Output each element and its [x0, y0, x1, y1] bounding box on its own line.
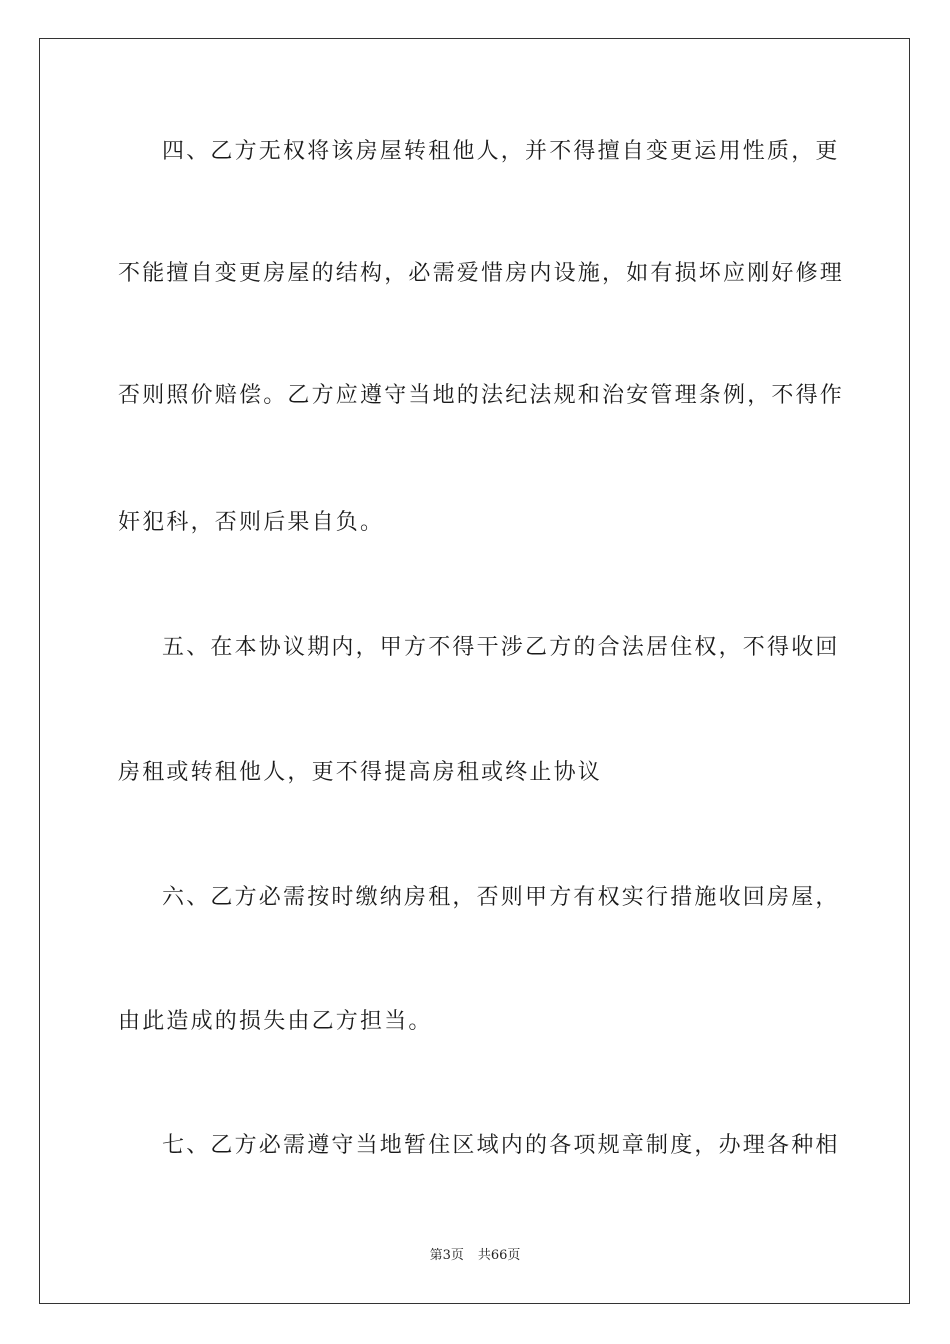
page-border — [39, 38, 910, 1304]
page-footer — [0, 1247, 950, 1265]
paragraph-line: 四、乙方无权将该房屋转租他人，并不得擅自变更运用性质，更 — [162, 139, 840, 164]
paragraph-line: 否则照价赔偿。乙方应遵守当地的法纪法规和治安管理条例，不得作 — [118, 383, 845, 408]
paragraph-line: 由此造成的损失由乙方担当。 — [118, 1009, 433, 1034]
paragraph-line: 六、乙方必需按时缴纳房租，否则甲方有权实行措施收回房屋， — [162, 885, 840, 910]
page-number: 第3页 — [429, 1248, 464, 1263]
paragraph-line: 不能擅自变更房屋的结构，必需爱惜房内设施，如有损坏应刚好修理 — [118, 261, 845, 286]
paragraph-line: 奸犯科，否则后果自负。 — [118, 510, 385, 535]
page-total: 共66页 — [477, 1248, 521, 1263]
paragraph-line: 五、在本协议期内，甲方不得干涉乙方的合法居住权，不得收回 — [162, 635, 840, 660]
paragraph-line: 房租或转租他人，更不得提高房租或终止协议 — [118, 760, 603, 785]
paragraph-line: 七、乙方必需遵守当地暂住区域内的各项规章制度，办理各种相 — [162, 1133, 840, 1158]
